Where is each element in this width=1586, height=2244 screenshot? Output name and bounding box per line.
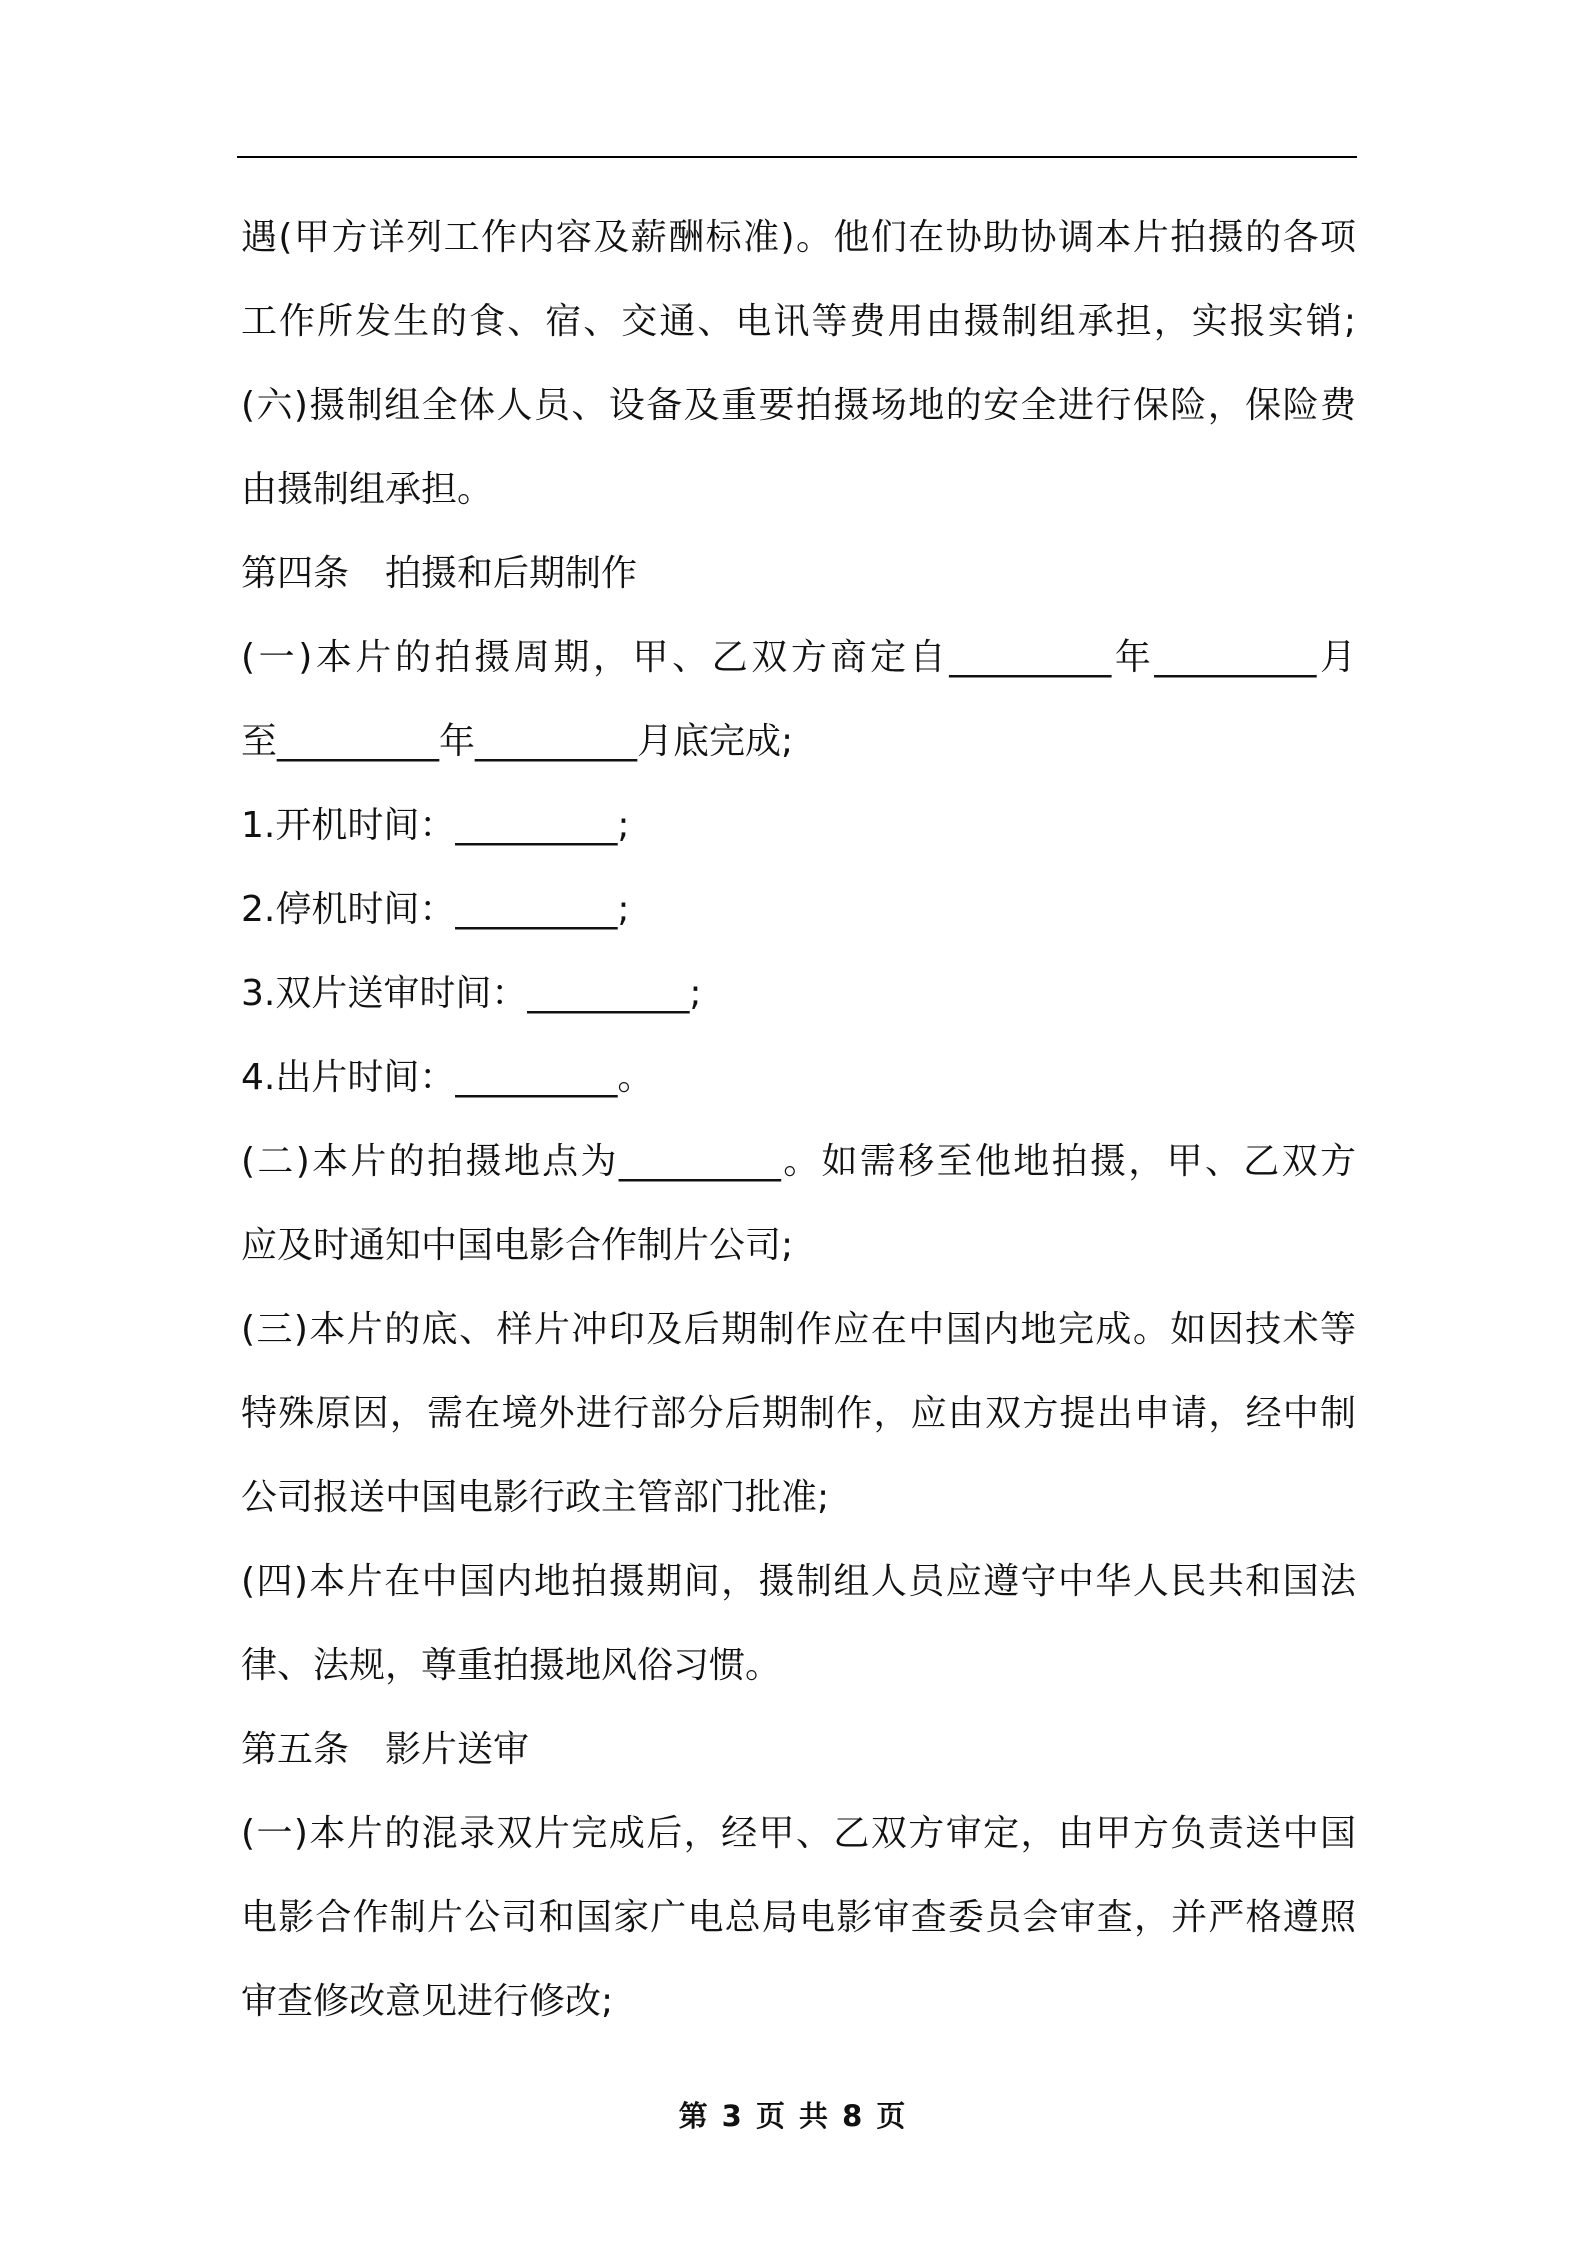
text-line: (三)本片的底、样片冲印及后期制作应在中国内地完成。如因技术等 (241, 1309, 1356, 1350)
list-item: 1.开机时间：_________; (241, 805, 630, 846)
text-line: 公司报送中国电影行政主管部门批准; (241, 1477, 830, 1518)
list-item: 2.停机时间：_________; (241, 889, 630, 930)
list-item: 4.出片时间：_________。 (241, 1057, 654, 1098)
text-line: 遇(甲方详列工作内容及薪酬标准)。他们在协助协调本片拍摄的各项 (241, 217, 1356, 258)
text-line: 应及时通知中国电影合作制片公司; (241, 1225, 794, 1266)
article-heading: 第五条 影片送审 (241, 1729, 530, 1770)
text-line: 工作所发生的食、宿、交通、电讯等费用由摄制组承担，实报实销; (241, 301, 1356, 342)
text-line: (一)本片的混录双片完成后，经甲、乙双方审定，由甲方负责送中国 (241, 1813, 1356, 1854)
text-line: 审查修改意见进行修改; (241, 1981, 614, 2022)
article-heading: 第四条 拍摄和后期制作 (241, 553, 638, 594)
page-number: 第 3 页 共 8 页 (678, 2099, 908, 2133)
text-line: 电影合作制片公司和国家广电总局电影审查委员会审查，并严格遵照 (241, 1897, 1356, 1938)
list-item: 3.双片送审时间：_________; (241, 973, 702, 1014)
text-line: 由摄制组承担。 (241, 469, 494, 510)
header-rule (237, 156, 1357, 158)
text-line: 律、法规，尊重拍摄地风俗习惯。 (241, 1645, 782, 1686)
text-line: (一)本片的拍摄周期，甲、乙双方商定自_________年_________月 (241, 637, 1356, 678)
document-body (241, 196, 1356, 2044)
text-line: 特殊原因，需在境外进行部分后期制作，应由双方提出申请，经中制 (241, 1393, 1356, 1434)
text-line: (二)本片的拍摄地点为_________。如需移至他地拍摄，甲、乙双方 (241, 1141, 1356, 1182)
text-line: (六)摄制组全体人员、设备及重要拍摄场地的安全进行保险，保险费 (241, 385, 1356, 426)
text-line: (四)本片在中国内地拍摄期间，摄制组人员应遵守中华人民共和国法 (241, 1561, 1356, 1602)
text-line: 至_________年_________月底完成; (241, 721, 794, 762)
